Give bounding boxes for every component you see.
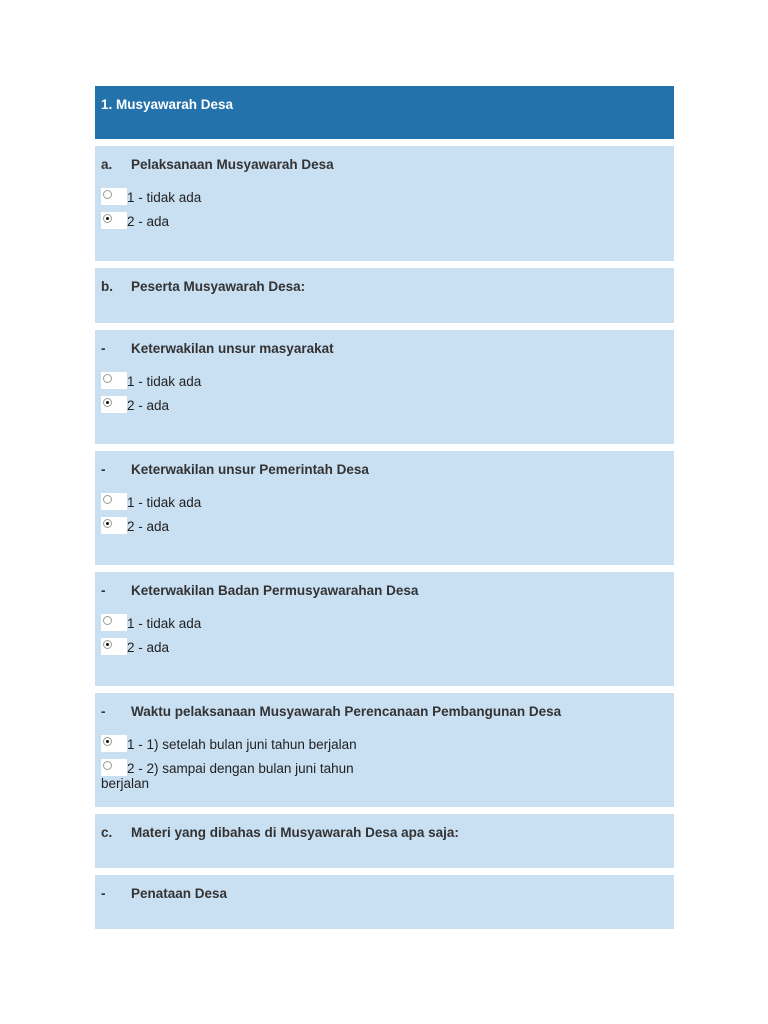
radio-button[interactable]: [101, 493, 127, 510]
question-text: Keterwakilan unsur masyarakat: [131, 341, 334, 356]
radio-group: [101, 188, 668, 229]
radio-button[interactable]: [101, 735, 127, 752]
question-card-materi: [95, 814, 674, 868]
radio-on-icon: [103, 214, 112, 223]
radio-group: [101, 372, 668, 413]
question-title: [101, 704, 668, 720]
radio-button[interactable]: [101, 638, 127, 655]
question-text: Pelaksanaan Musyawarah Desa: [131, 157, 334, 172]
radio-option[interactable]: [101, 517, 391, 534]
radio-off-icon: [103, 495, 112, 504]
radio-option[interactable]: [101, 396, 391, 413]
radio-button[interactable]: [101, 517, 127, 534]
radio-label: 2 - ada: [127, 214, 170, 229]
question-card-pelaksanaan: [95, 146, 674, 261]
survey-form: [95, 86, 674, 929]
question-title: [101, 341, 668, 357]
question-marker: -: [101, 341, 106, 356]
radio-option[interactable]: [101, 638, 391, 655]
question-title: [101, 886, 668, 902]
question-card-unsur-masyarakat: [95, 330, 674, 444]
radio-label: 1 - tidak ada: [127, 374, 202, 389]
question-text: Waktu pelaksanaan Musyawarah Perencanaan Pembangunan Desa: [131, 704, 562, 719]
radio-group: [101, 493, 668, 534]
radio-off-icon: [103, 374, 112, 383]
radio-label: 2 - ada: [127, 398, 170, 413]
radio-button[interactable]: [101, 759, 127, 776]
question-title: [101, 825, 668, 841]
radio-option[interactable]: [101, 372, 391, 389]
radio-label: 2 - ada: [127, 519, 170, 534]
radio-label: 1 - 1) setelah bulan juni tahun berjalan: [127, 737, 357, 752]
radio-label: 1 - tidak ada: [127, 495, 202, 510]
question-text: Keterwakilan Badan Permusyawarahan Desa: [131, 583, 419, 598]
radio-option[interactable]: [101, 614, 391, 631]
radio-label: 1 - tidak ada: [127, 190, 202, 205]
question-text: Keterwakilan unsur Pemerintah Desa: [131, 462, 369, 477]
question-card-bpd: [95, 572, 674, 686]
question-card-penataan-desa: [95, 875, 674, 929]
radio-off-icon: [103, 761, 112, 770]
question-card-waktu-pelaksanaan: [95, 693, 674, 807]
radio-group: [101, 614, 668, 655]
question-marker: a.: [101, 157, 113, 172]
question-marker: c.: [101, 825, 113, 840]
radio-on-icon: [103, 519, 112, 528]
radio-button[interactable]: [101, 188, 127, 205]
section-header-title: 1. Musyawarah Desa: [101, 97, 234, 112]
question-marker: -: [101, 886, 106, 901]
question-text: Penataan Desa: [131, 886, 228, 901]
question-title: [101, 157, 668, 173]
question-marker: b.: [101, 279, 113, 294]
section-header: [95, 86, 674, 139]
question-text: Materi yang dibahas di Musyawarah Desa apa saja:: [131, 825, 459, 840]
radio-button[interactable]: [101, 396, 127, 413]
question-title: [101, 279, 668, 295]
radio-option[interactable]: [101, 735, 391, 752]
radio-label: 2 - 2) sampai dengan bulan juni tahun berjalan: [101, 761, 354, 791]
radio-off-icon: [103, 190, 112, 199]
radio-button[interactable]: [101, 372, 127, 389]
radio-group: [101, 735, 668, 791]
radio-option[interactable]: [101, 188, 391, 205]
question-marker: -: [101, 704, 106, 719]
question-card-peserta: [95, 268, 674, 323]
question-text: Peserta Musyawarah Desa:: [131, 279, 306, 294]
radio-option[interactable]: [101, 493, 391, 510]
radio-on-icon: [103, 398, 112, 407]
radio-on-icon: [103, 640, 112, 649]
radio-label: 1 - tidak ada: [127, 616, 202, 631]
radio-label: 2 - ada: [127, 640, 170, 655]
question-title: [101, 462, 668, 478]
question-card-pemerintah-desa: [95, 451, 674, 565]
question-marker: -: [101, 462, 106, 477]
radio-off-icon: [103, 616, 112, 625]
question-marker: -: [101, 583, 106, 598]
radio-option[interactable]: [101, 212, 391, 229]
radio-button[interactable]: [101, 614, 127, 631]
radio-option[interactable]: [101, 759, 391, 791]
radio-on-icon: [103, 737, 112, 746]
question-title: [101, 583, 668, 599]
radio-button[interactable]: [101, 212, 127, 229]
